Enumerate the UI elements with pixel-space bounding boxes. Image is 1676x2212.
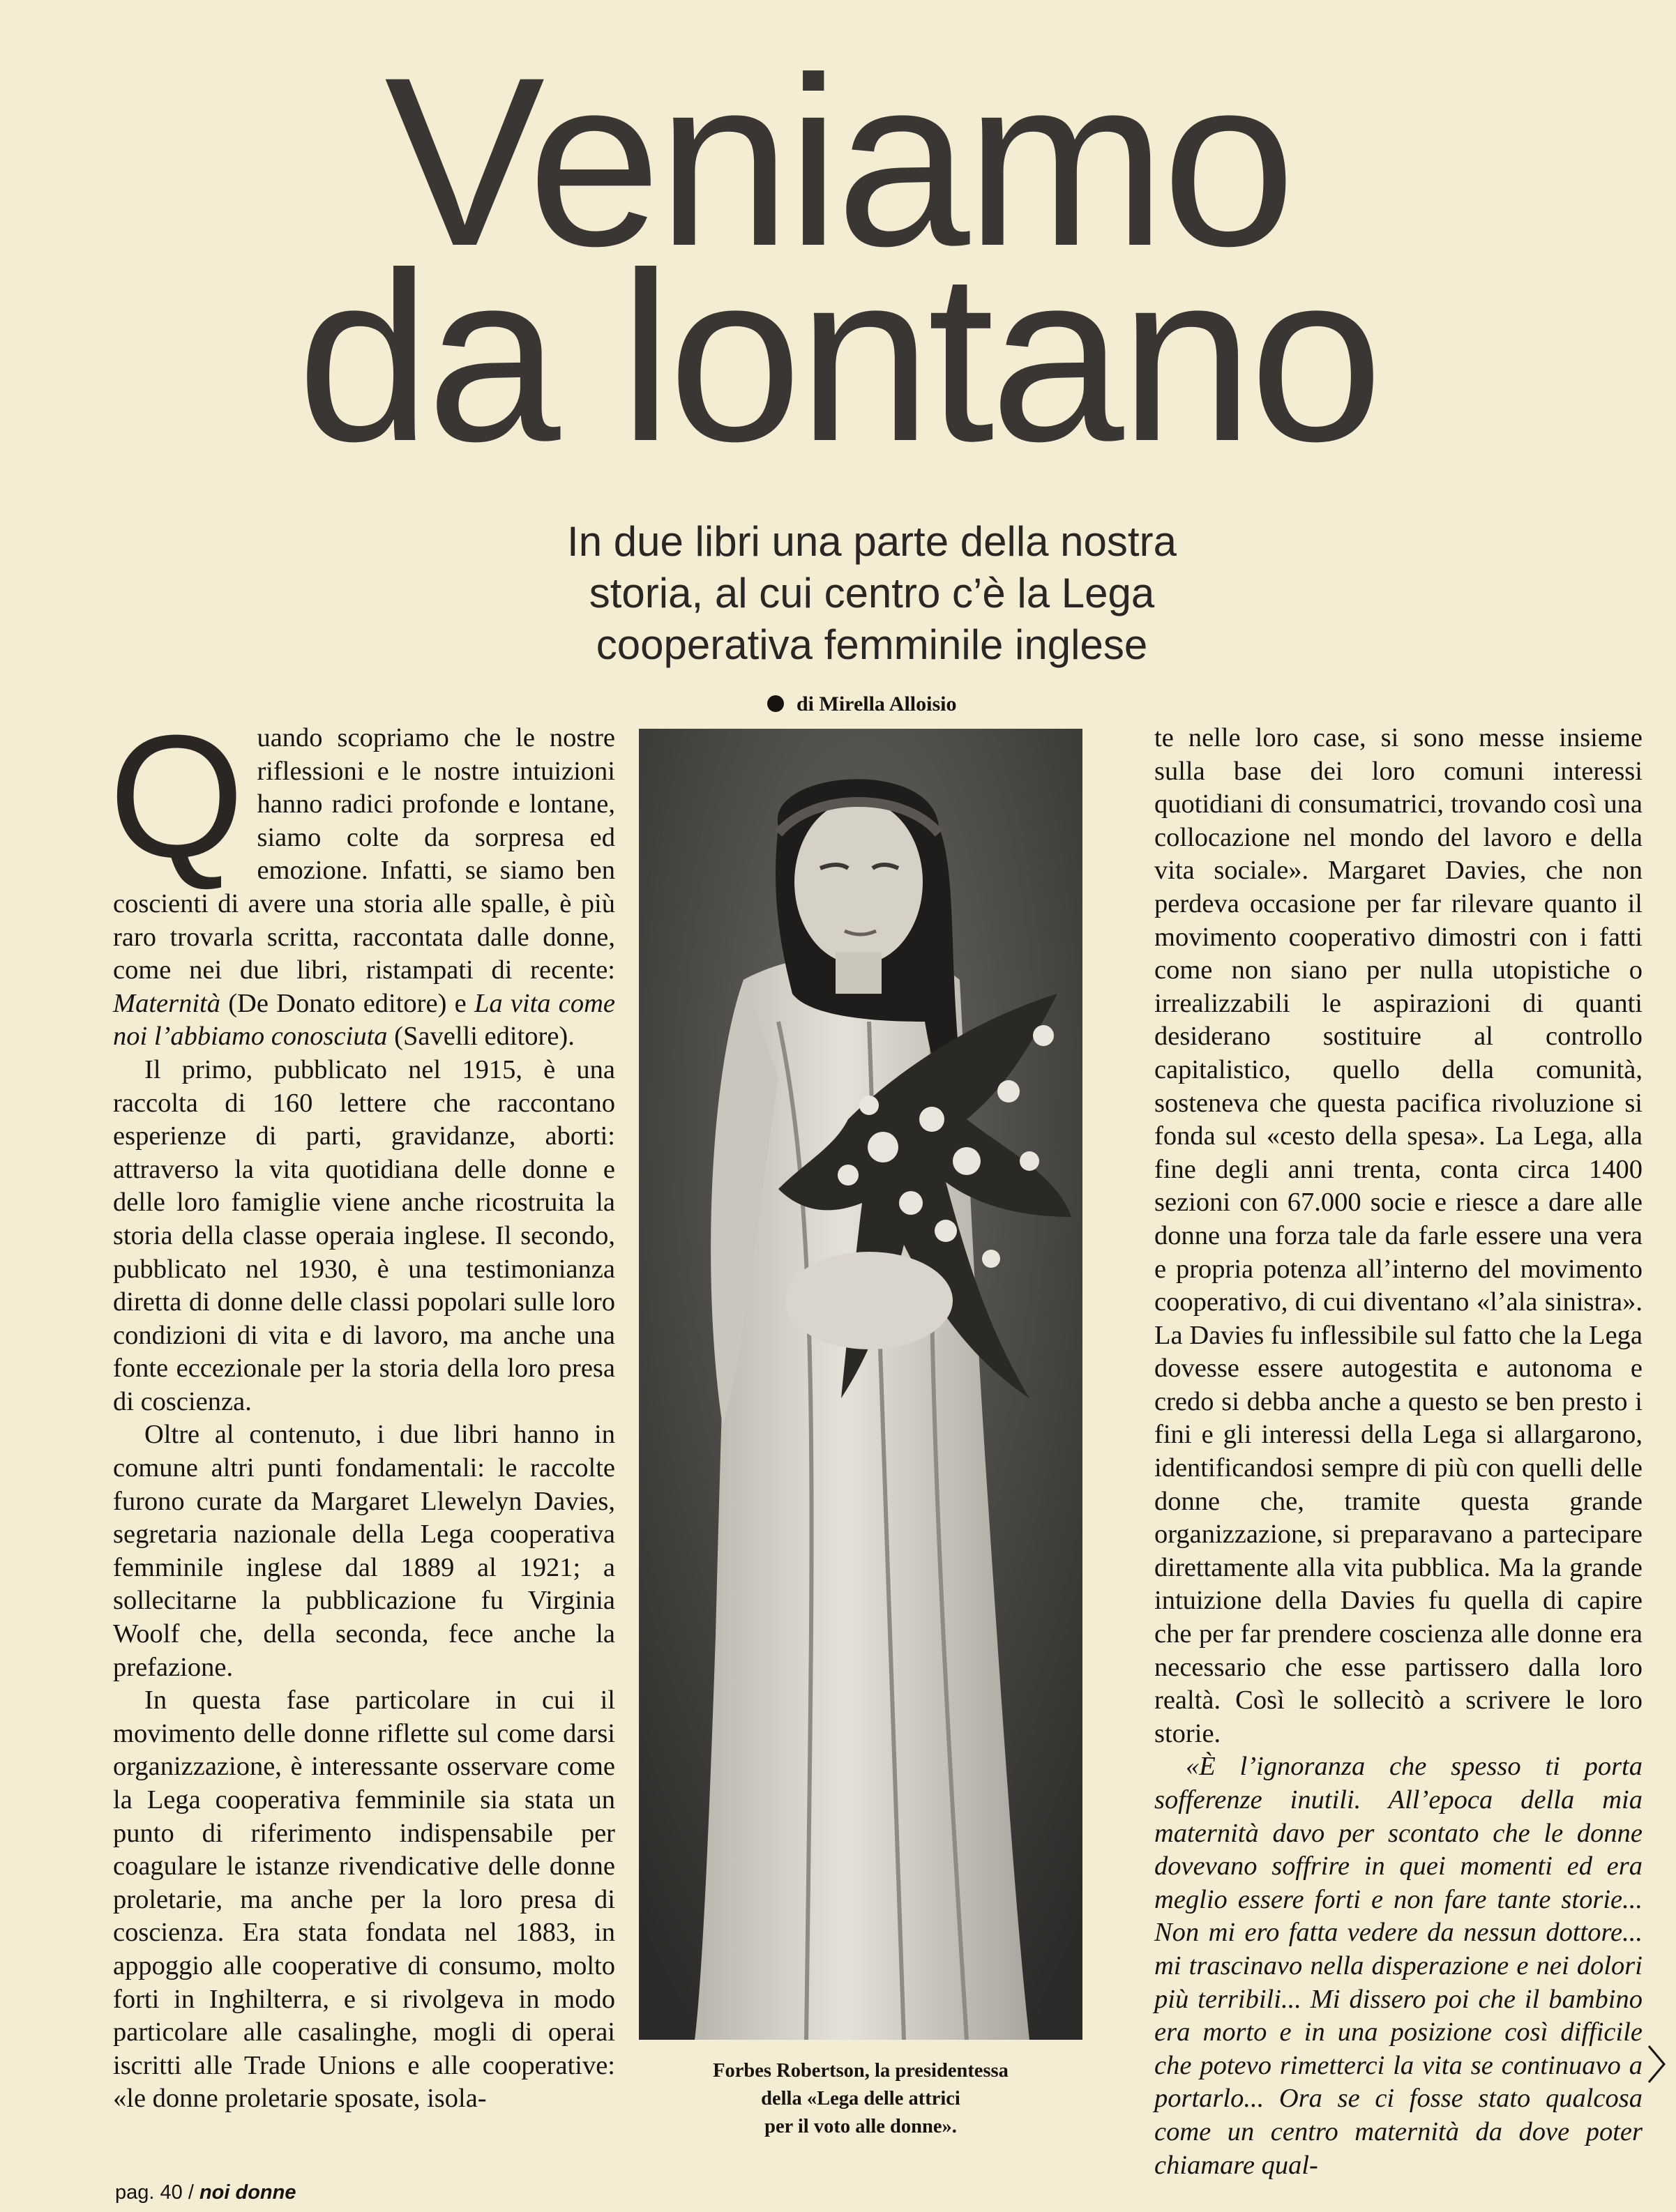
page-footer: [115, 2181, 296, 2204]
byline-text: di Mirella Alloisio: [797, 692, 957, 715]
article-column-left: [109, 699, 615, 2116]
headline-line-1: Veniamo: [384, 28, 1292, 296]
drop-cap: Q: [109, 699, 245, 893]
photo-caption: [639, 2057, 1082, 2141]
book-title: Maternità: [113, 988, 220, 1018]
woman-with-flowers-illustration: [639, 729, 1082, 2040]
historical-photo: [639, 729, 1082, 2040]
intro-text-segment: (De Donato editore) e: [220, 988, 474, 1018]
headline-line-2: da lontano: [296, 223, 1380, 492]
paragraph: Il primo, pubblicato nel 1915, è una raccolta di 160 lettere che raccontano esperienze di parti, gravidanze, aborti: attraverso la vita quotidiana delle donne e delle loro famiglie viene anche ricostruita la storia della classe operaia inglese. Il secondo, pubblicato nel 1930, è una testimonianza diretta di donne delle classi popolari sulle loro condizioni di vita e di lavoro, ma anche una fonte eccezionale per la storia della loro presa di coscienza.: [113, 1054, 615, 1416]
bullet-icon: [767, 695, 784, 712]
caption-line: della «Lega delle attrici: [761, 2088, 960, 2109]
continue-arrow-icon: [1646, 2043, 1667, 2085]
paragraph-intro: [109, 699, 615, 1054]
subheadline-line: storia, al cui centro c’è la Lega: [589, 570, 1155, 616]
article-column-right: [1154, 722, 1643, 2182]
paragraph: In questa fase particolare in cui il movimento delle donne riflette sul come darsi organizzazione, è interessante osservare come la Lega cooperativa femminile sia stata un punto di riferimento indispensabile per coagulare le istanze rivendicative delle donne proletarie, ma anche per la loro presa di coscienza. Era stata fondata nel 1883, in appoggio alle cooperative di consumo, molto forti in Inghilterra, e si rivolgeva in modo particolare alle casalinghe, mogli di operai iscritti alle Trade Unions e alle cooperative: «le donne proletarie sposate, isola-: [113, 1685, 615, 2114]
paragraph: te nelle loro case, si sono messe insieme sulla base dei loro comuni interessi quotidiani di consumatrici, trovando così una collocazione nel mondo del lavoro e della vita sociale». Margaret Davies, che non perdeva occasione per far rilevare quanto il movimento cooperativo dimostri con i fatti come non siano per nulla utopistiche o irrealizzabili le aspirazioni di quanti desiderano sostituire al controllo capitalistico, quello della comunità, sosteneva che questa pacifica rivoluzione si fonda sul «cesto della spesa». La Lega, alla fine degli anni trenta, conta circa 1400 sezioni con 67.000 socie e riesce a dare alle donne una forza tale da farle essere una vera e propria potenza all’interno del movimento cooperativo, di cui diventano «l’ala sinistra». La Davies fu inflessibile sul fatto che la Lega dovesse essere autogestita e autonoma e credo si debba anche a questo se ben presto i fini e gli interessi della Lega si allargarono, identificandosi sempre di più con quelli delle donne che, tramite questa grande organizzazione, si preparavano a partecipare direttamente alla vita pubblica. Ma la grande intuizione della Davies fu quella di capire che per far prendere coscienza alle donne era necessario che esse partissero dalla loro realtà. Così le sollecitò a scrivere le loro storie.: [1154, 723, 1643, 1748]
subheadline-line: cooperativa femminile inglese: [596, 621, 1148, 668]
page-number: pag. 40 /: [115, 2181, 194, 2204]
byline: [767, 692, 956, 716]
caption-line: Forbes Robertson, la presidentessa: [713, 2060, 1009, 2082]
intro-text-segment: (Savelli editore).: [387, 1022, 575, 1052]
intro-text-segment: uando scopriamo che le nostre riflessioni e le nostre intuizioni hanno radici profonde e lontane, siamo colte da sorpresa ed emozione. Infatti, se siamo ben coscienti di avere una storia alle spalle, è più raro trovarla scritta, raccontata dalle donne, come nei due libri, ristampati di recente:: [113, 723, 615, 985]
paragraph: Oltre al contenuto, i due libri hanno in comune altri punti fondamentali: le raccolte furono curate da Margaret Llewelyn Davies, segretaria nazionale della Lega cooperativa femminile inglese dal 1889 al 1921; a sollecitarne la pubblicazione fu Virginia Woolf che, della seconda, fece anche la prefazione.: [113, 1420, 615, 1682]
quote-paragraph: «È l’ignoranza che spesso ti porta sofferenze inutili. All’epoca della mia maternità davo per scontato che le donne dovevano soffrire in quei momenti ed era meglio essere forti e non fare tante storie... Non mi ero fatta vedere da nessun dottore... mi trascinavo nella disperazione e nei dolori più terribili... Mi dissero poi che il bambino era morto e in una posizione così difficile che potevo rimetterci la vita se continuavo a portarlo... Ora se ci fosse stato qualcosa come un centro maternità da dove poter chiamare qual-: [1154, 1752, 1643, 2180]
subheadline-line: In due libri una parte della nostra: [567, 518, 1177, 565]
subheadline: [453, 516, 1290, 671]
book-title: La vita come noi l’abbiamo conosciuta: [113, 988, 615, 1052]
magazine-name: noi donne: [199, 2181, 296, 2204]
caption-line: per il voto alle donne».: [764, 2116, 957, 2137]
